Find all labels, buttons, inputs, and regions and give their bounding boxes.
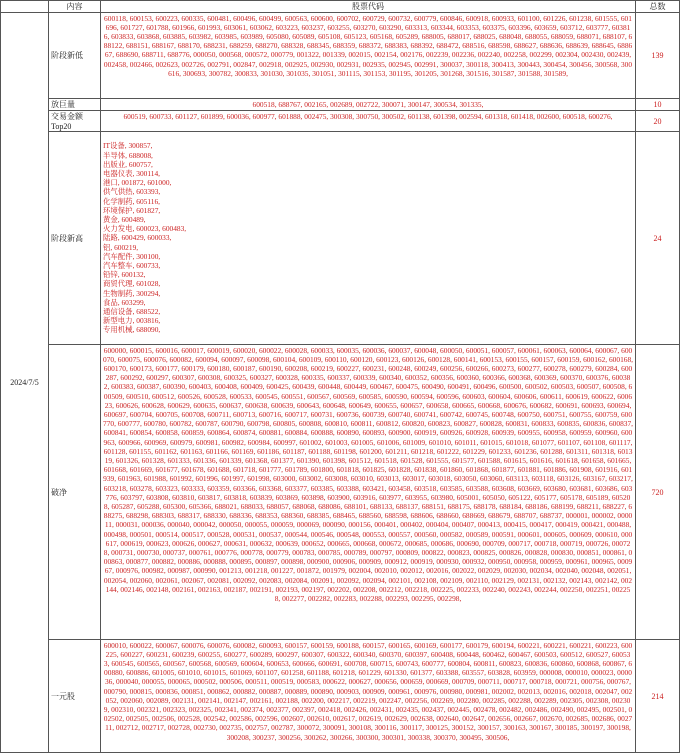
row-codes bbox=[101, 111, 636, 132]
industry-list bbox=[103, 141, 633, 334]
industry-item: 供气供热, 603393, bbox=[103, 187, 161, 197]
row-below-book bbox=[1, 345, 680, 640]
row-count: 214 bbox=[636, 640, 680, 753]
row-count: 10 bbox=[636, 99, 680, 111]
codes-text: 600010, 600022, 600067, 600076, 600076, 600082, 600093, 600157, 600159, 600188, 600157, 600165, 600169, 600177, 600179, 600194, 600221, 600221, 600221, 600223, 600225, 600227, 600231, 600239, 600255, 600277, 600289, 600297, 600307, 600322, 600340, 600370, 600397, 600408, 600448, 600462, 600467, 600503, 600512, 600527, 600533, 600545, 600565, 600567, 600568, 600569, 600604, 600653, 600666, 600691, 600708, 600715, 600743, 600777, 600804, 600811, 600823, 600836, 600860, 600868, 600867, 600880, 600886, 601005, 601010, 601015, 601069, 601107, 601258, 601188, 601218, 601229, 601330, 601377, 603388, 603557, 603828, 603959, 000008, 000010, 000023, 000036, 000040, 000055, 000065, 000502, 000506, 000511, 000519, 000583, 000622, 000627, 000656, 000659, 000669, 000709, 000711, 000717, 000718, 000721, 000756, 000767, 000790, 000815, 000836, 000851, 000862, 000882, 000887, 000889, 000890, 000903, 000909, 000961, 000976, 000980, 000981, 002002, 002013, 002016, 002018, 002047, 002052, 002060, 002089, 002131, 002141, 002147, 002161, 002188, 002200, 002217, 002219, 002247, 002256, 002269, 002280, 002285, 002288, 002289, 002305, 002308, 002309, 002310, 002321, 002323, 002325, 002341, 002374, 002377, 002397, 002418, 002426, 002431, 002435, 002437, 002445, 002478, 002482, 002486, 002490, 002495, 002501, 002502, 002505, 002506, 002528, 002542, 002586, 002596, 002607, 002610, 002617, 002619, 002629, 002638, 002640, 002647, 002656, 002667, 002670, 002685, 002686, 002711, 002712, 002717, 002728, 002730, 002735, 002757, 002787, 300072, 300091, 300108, 300116, 300117, 300125, 300152, 300157, 300163, 300167, 300185, 300197, 300198, 300208, 300237, 300256, 300262, 300266, 300300, 300301, 300338, 300370, 300495, 300506, bbox=[103, 640, 633, 742]
industry-item: 通信设备, 688522, bbox=[103, 307, 161, 317]
row-count: 720 bbox=[636, 345, 680, 640]
header-count: 总数 bbox=[636, 1, 680, 13]
row-count: 20 bbox=[636, 111, 680, 132]
row-count: 139 bbox=[636, 13, 680, 99]
row-stage-high bbox=[1, 132, 680, 345]
industry-item: 陆路, 600429, 600033, bbox=[103, 233, 172, 243]
row-stage-low bbox=[1, 13, 680, 99]
row-codes bbox=[101, 345, 636, 640]
row-heavy-volume bbox=[1, 99, 680, 111]
industry-item: 商贸代理, 601028, bbox=[103, 279, 161, 289]
industry-item: 汽车整车, 600733, bbox=[103, 261, 161, 270]
industry-item: 专用机械, 688090, bbox=[103, 325, 161, 335]
date-cell: 2024/7/5 bbox=[1, 13, 49, 753]
codes-text: 600518, 688767, 002165, 002689, 002722, 300071, 300147, 300534, 301335, bbox=[252, 100, 484, 109]
header-content: 内容 bbox=[49, 1, 101, 13]
industry-item: 电器仪表, 300114, bbox=[103, 168, 161, 178]
industry-item: 铝, 600219, bbox=[103, 242, 139, 252]
industry-item: 出版业, 600757, bbox=[103, 159, 153, 169]
industry-item: 半导体, 688008, bbox=[103, 150, 153, 160]
industry-item: 新型电力, 003816, bbox=[103, 316, 161, 326]
row-codes bbox=[101, 99, 636, 111]
industry-item: 环境保护, 601827, bbox=[103, 205, 161, 215]
industry-item: 火力发电, 600023, 600483, bbox=[103, 224, 187, 234]
row-codes bbox=[101, 640, 636, 753]
header-date bbox=[1, 1, 49, 13]
industry-item: 港口, 001872, 601000, bbox=[103, 178, 172, 188]
codes-text: 600118, 600153, 600223, 600335, 600481, 600496, 600499, 600563, 600600, 600702, 600729, 600732, 600779, 600846, 600918, 600933, 601100, 601226, 601238, 601555, 601696, 601727, 601788, 601966, 601993, 603061, 603062, 603223, 603237, 603255, 603270, 603290, 603313, 603344, 603353, 603375, 603396, 603659, 603712, 603777, 603816, 603833, 603868, 603885, 603982, 603985, 603989, 605080, 605089, 605108, 605123, 605168, 605289, 688005, 688017, 688025, 688048, 688055, 688059, 688071, 688107, 688122, 688151, 688167, 688170, 688231, 688259, 688270, 688328, 688345, 688359, 688372, 688383, 688392, 688472, 688516, 688598, 688627, 688636, 688639, 688645, 688667, 688690, 688711, 688776, 000050, 000568, 000572, 000779, 001322, 001339, 002015, 002154, 002176, 002239, 002236, 002240, 002258, 002299, 002304, 002430, 002439, 002458, 002466, 002623, 002726, 002791, 002847, 002918, 002925, 002930, 002931, 002935, 002945, 002991, 300037, 300118, 300413, 300443, 300454, 300456, 300568, 300616, 300693, 300782, 300833, 301030, 301035, 301051, 301115, 301153, 301195, 301205, 301268, 301516, 301587, 301588, 301589, bbox=[103, 13, 633, 78]
row-top20-turnover bbox=[1, 111, 680, 132]
row-name: 一元股 bbox=[49, 640, 101, 753]
row-count: 24 bbox=[636, 132, 680, 345]
header-codes: 股票代码 bbox=[101, 1, 636, 13]
row-penny-stocks bbox=[1, 640, 680, 753]
row-name: 阶段新低 bbox=[49, 13, 101, 99]
codes-text: 600519, 600733, 601127, 601899, 600036, 600977, 601888, 002475, 300308, 300750, 300502, 601138, 601398, 002594, 601318, 601418, 002600, 600518, 600276, bbox=[123, 111, 613, 121]
industry-item: 铅锌, 600132, bbox=[103, 270, 146, 280]
industry-item: 食品, 603299, bbox=[103, 297, 146, 307]
industry-item: 生物制药, 300294, bbox=[103, 288, 161, 298]
industry-item: 化学制药, 605116, bbox=[103, 196, 161, 206]
industry-item: 汽车配件, 300100, bbox=[103, 251, 161, 261]
row-name: 阶段新高 bbox=[49, 132, 101, 345]
row-industries bbox=[101, 132, 636, 345]
codes-text: 600000, 600015, 600016, 600017, 600019, 600020, 600022, 600028, 600033, 600035, 600036, 600037, 600048, 600050, 600051, 600057, 600061, 600063, 600064, 600067, 600070, 600075, 600076, 600082, 600094, 600097, 600098, 600104, 600109, 600110, 600120, 600123, 600126, 600128, 600141, 600153, 600155, 600157, 600159, 600162, 600168, 600170, 600173, 600177, 600179, 600180, 600187, 600190, 600208, 600219, 600227, 600231, 600248, 600249, 600256, 600266, 600273, 600277, 600278, 600279, 600284, 600287, 600292, 600297, 600307, 600308, 600325, 600327, 600328, 600335, 600337, 600339, 600340, 600352, 600356, 600360, 600366, 600368, 600369, 600370, 600376, 600382, 600383, 600387, 600390, 600403, 600408, 600409, 600425, 600439, 600448, 600449, 600467, 600475, 600490, 600491, 600496, 600500, 600502, 600503, 600507, 600508, 600509, 600510, 600512, 600526, 600528, 600533, 600545, 600551, 600567, 600569, 600585, 600590, 600594, 600596, 600603, 600604, 600606, 600611, 600619, 600622, 600623, 600626, 600628, 600629, 600635, 600637, 600638, 600639, 600643, 600648, 600649, 600655, 600657, 600658, 600665, 600668, 600676, 600682, 600691, 600693, 600694, 600697, 600704, 600705, 600708, 600711, 600713, 600716, 600717, 600731, 600736, 600739, 600740, 600741, 600742, 600745, 600748, 600750, 600751, 600755, 600759, 600770, 600777, 600780, 600782, 600787, 600790, 600798, 600805, 600808, 600810, 600811, 600812, 600820, 600823, 600827, 600828, 600831, 600833, 600835, 600836, 600837, 600841, 600854, 600858, 600859, 600864, 600874, 600881, 600884, 600888, 600890, 600893, 600900, 600919, 600926, 600928, 600939, 600955, 600958, 600959, 600960, 600963, 600966, 600969, 600979, 600981, 600982, 600984, 600997, 601002, 601003, 601005, 601006, 601009, 601010, 601011, 601015, 601018, 601077, 601107, 601108, 601117, 601128, 601155, 601162, 601163, 601166, 601169, 601186, 601187, 601188, 601198, 601200, 601211, 601218, 601222, 601229, 601233, 601236, 601288, 601311, 601318, 601319, 601326, 601328, 601333, 601336, 601339, 601368, 601377, 601390, 601398, 601512, 601518, 601528, 601555, 601577, 601588, 601615, 601616, 601618, 601658, 601665, 601668, 601669, 601677, 601678, 601688, 601718, 601777, 601789, 601800, 601818, 601825, 601828, 601838, 601860, 601868, 601877, 601881, 601886, 601908, 601916, 601939, 601963, 601988, 601992, 601996, 601997, 601998, 603000, 603002, 603008, 603010, 603013, 603017, 603018, 603050, 603060, 603113, 603118, 603126, 603167, 603217, 603218, 603278, 603323, 603333, 603359, 603366, 603368, 603377, 603385, 603388, 603421, 603458, 603518, 603585, 603588, 603608, 603669, 603680, 603681, 603686, 603776, 603797, 603808, 603810, 603817, 603818, 603839, 603869, 603898, 603900, 603916, 603977, 603955, 603980, 605001, 605050, 605122, 605177, 605178, 605189, 605208, 605287, 605288, 605300, 605366, 688021, 688033, 688057, 688068, 688086, 688101, 688133, 688137, 688151, 688175, 688178, 688184, 688186, 688199, 688211, 688227, 688275, 688298, 688303, 688317, 688330, 688336, 688353, 688360, 688385, 688465, 688560, 688598, 688606, 688660, 688669, 688679, 688707, 688737, 000001, 000002, 000011, 000031, 000036, 000040, 000042, 000050, 000055, 000059, 000069, 000090, 000156, 000401, 000402, 000404, 000407, 000413, 000415, 000417, 000419, 000421, 000488, 000498, 000501, 000514, 000517, 000528, 000531, 000537, 000544, 000546, 000548, 000553, 000557, 000560, 000582, 000589, 000591, 000601, 000605, 000609, 000610, 000617, 000619, 000623, 000626, 000627, 000631, 000632, 000639, 000652, 000665, 000668, 000672, 000685, 000686, 000690, 000709, 000717, 000718, 000719, 000726, 000728, 000731, 000730, 000737, 000761, 000776, 000778, 000779, 000783, 000785, 000789, 000797, 000809, 000822, 000823, 000825, 000826, 000828, 000830, 000851, 000861, 000863, 000877, 000882, 000886, 000888, 000895, 000897, 000898, 000900, 000906, 000909, 000912, 000919, 000930, 000932, 000950, 000958, 000959, 000961, 000965, 000967, 000976, 000982, 000987, 000990, 001213, 001218, 001227, 001872, 001979, 002004, 002010, 002012, 002016, 002022, 002029, 002030, 002034, 002040, 002048, 002051, 002054, 002060, 002061, 002067, 002081, 002092, 002083, 002084, 002091, 002092, 002094, 002101, 002108, 002109, 002110, 002129, 002131, 002132, 002143, 002142, 002144, 002146, 002148, 002161, 002163, 002187, 002191, 002193, 002197, 002202, 002208, 002212, 002218, 002225, 002233, 002240, 002243, 002244, 002250, 002251, 002258, 002277, 002282, 002283, 002288, 002293, 002295, 002298, bbox=[103, 345, 633, 603]
row-name: 交易金额Top20 bbox=[49, 111, 101, 132]
row-name: 破净 bbox=[49, 345, 101, 640]
industry-item: IT设备, 300857, bbox=[103, 141, 153, 151]
header-row bbox=[1, 1, 680, 13]
industry-item: 黄金, 600489, bbox=[103, 214, 146, 224]
row-codes bbox=[101, 13, 636, 99]
row-name: 放巨量 bbox=[49, 99, 101, 111]
